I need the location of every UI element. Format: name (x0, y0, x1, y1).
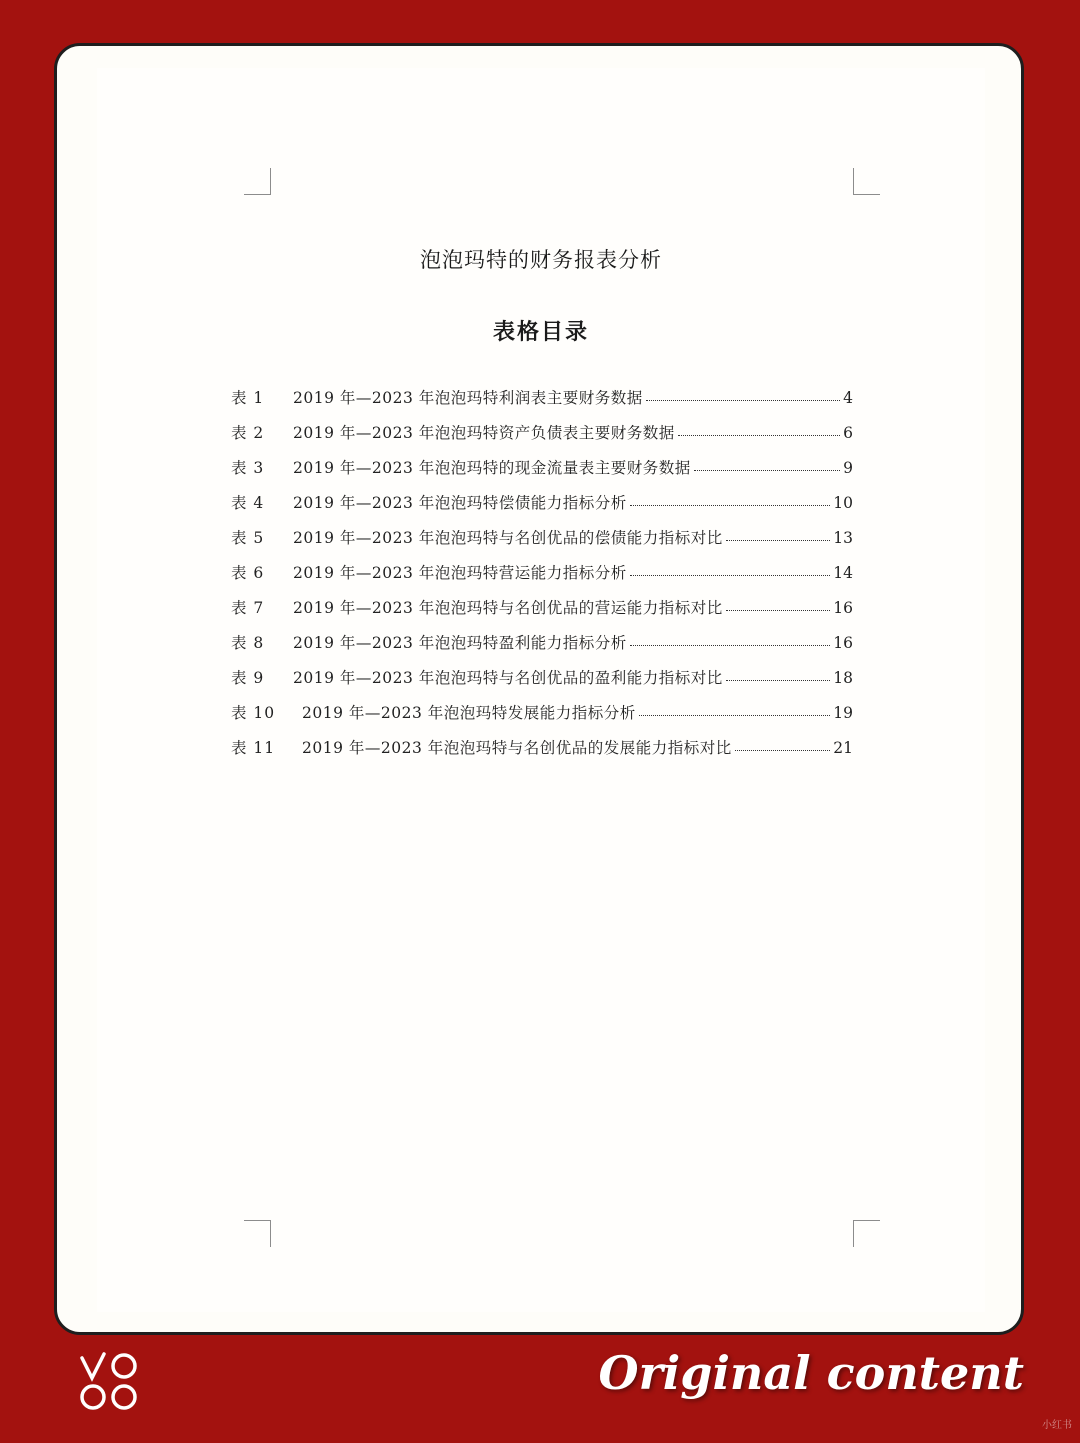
toc-leader-dots (694, 469, 840, 471)
toc-entry-title: 2019 年—2023 年泡泡玛特与名创优品的偿债能力指标对比 (293, 529, 723, 547)
toc-entry-page: 19 (833, 704, 853, 722)
crop-mark-bottom-left (244, 1220, 271, 1247)
toc-entry-page: 6 (843, 424, 853, 442)
toc-entry-page: 9 (843, 459, 853, 477)
toc-entry-title: 2019 年—2023 年泡泡玛特营运能力指标分析 (293, 564, 627, 582)
toc-entry[interactable] (231, 421, 853, 456)
toc-entry-page: 16 (833, 634, 853, 652)
toc-entry[interactable] (231, 736, 853, 771)
toc-entry-page: 21 (833, 739, 853, 757)
toc-entry[interactable] (231, 456, 853, 491)
toc-entry-page: 4 (843, 389, 853, 407)
toc-entry-number: 表 8 (231, 634, 265, 652)
toc-leader-dots (630, 504, 831, 506)
toc-entry-number: 表 9 (231, 669, 265, 687)
document-title: 泡泡玛特的财务报表分析 (420, 248, 662, 272)
check-and-circles-logo-icon (76, 1350, 140, 1414)
toc-heading: 表格目录 (492, 319, 589, 345)
toc-leader-dots (726, 679, 831, 681)
toc-entry-title: 2019 年—2023 年泡泡玛特发展能力指标分析 (302, 704, 636, 722)
toc-entry[interactable] (231, 491, 853, 526)
toc-leader-dots (630, 644, 831, 646)
toc-entry-number: 表 11 (231, 739, 276, 757)
toc-entry-number: 表 2 (231, 424, 265, 442)
toc-entry-title: 2019 年—2023 年泡泡玛特的现金流量表主要财务数据 (293, 459, 691, 477)
crop-mark-bottom-right (853, 1220, 880, 1247)
toc-entry[interactable] (231, 526, 853, 561)
toc-entry-number: 表 3 (231, 459, 265, 477)
toc-entry-page: 18 (833, 669, 853, 687)
toc-leader-dots (639, 714, 831, 716)
toc-entry-page: 14 (833, 564, 853, 582)
toc-entry-number: 表 6 (231, 564, 265, 582)
toc-entry-title: 2019 年—2023 年泡泡玛特偿债能力指标分析 (293, 494, 627, 512)
toc-leader-dots (678, 434, 840, 436)
toc-entry-number: 表 10 (231, 704, 276, 722)
toc-entry-title: 2019 年—2023 年泡泡玛特与名创优品的发展能力指标对比 (302, 739, 732, 757)
crop-mark-top-left (244, 168, 271, 195)
toc-leader-dots (735, 749, 831, 751)
brand-text: Original content (598, 1346, 1024, 1400)
toc-entry-page: 16 (833, 599, 853, 617)
toc-entry[interactable] (231, 631, 853, 666)
toc-entry-number: 表 5 (231, 529, 265, 547)
crop-mark-top-right (853, 168, 880, 195)
toc-leader-dots (726, 539, 831, 541)
toc-entry[interactable] (231, 386, 853, 421)
document-card (54, 43, 1024, 1335)
toc-leader-dots (726, 609, 831, 611)
toc-entry-number: 表 1 (231, 389, 265, 407)
toc-entry-title: 2019 年—2023 年泡泡玛特盈利能力指标分析 (293, 634, 627, 652)
toc-leader-dots (630, 574, 831, 576)
toc-entry[interactable] (231, 666, 853, 701)
toc-entry[interactable] (231, 561, 853, 596)
toc-entry-title: 2019 年—2023 年泡泡玛特利润表主要财务数据 (293, 389, 643, 407)
toc-leader-dots (646, 399, 840, 401)
toc-entry-title: 2019 年—2023 年泡泡玛特资产负债表主要财务数据 (293, 424, 675, 442)
toc-entry-page: 13 (833, 529, 853, 547)
table-of-tables (231, 386, 853, 771)
document-page (97, 68, 985, 1312)
toc-entry-number: 表 4 (231, 494, 265, 512)
toc-entry-number: 表 7 (231, 599, 265, 617)
toc-entry-title: 2019 年—2023 年泡泡玛特与名创优品的营运能力指标对比 (293, 599, 723, 617)
toc-entry[interactable] (231, 596, 853, 631)
toc-entry-title: 2019 年—2023 年泡泡玛特与名创优品的盈利能力指标对比 (293, 669, 723, 687)
toc-entry-page: 10 (833, 494, 853, 512)
watermark: 小红书 (1042, 1420, 1072, 1431)
toc-entry[interactable] (231, 701, 853, 736)
